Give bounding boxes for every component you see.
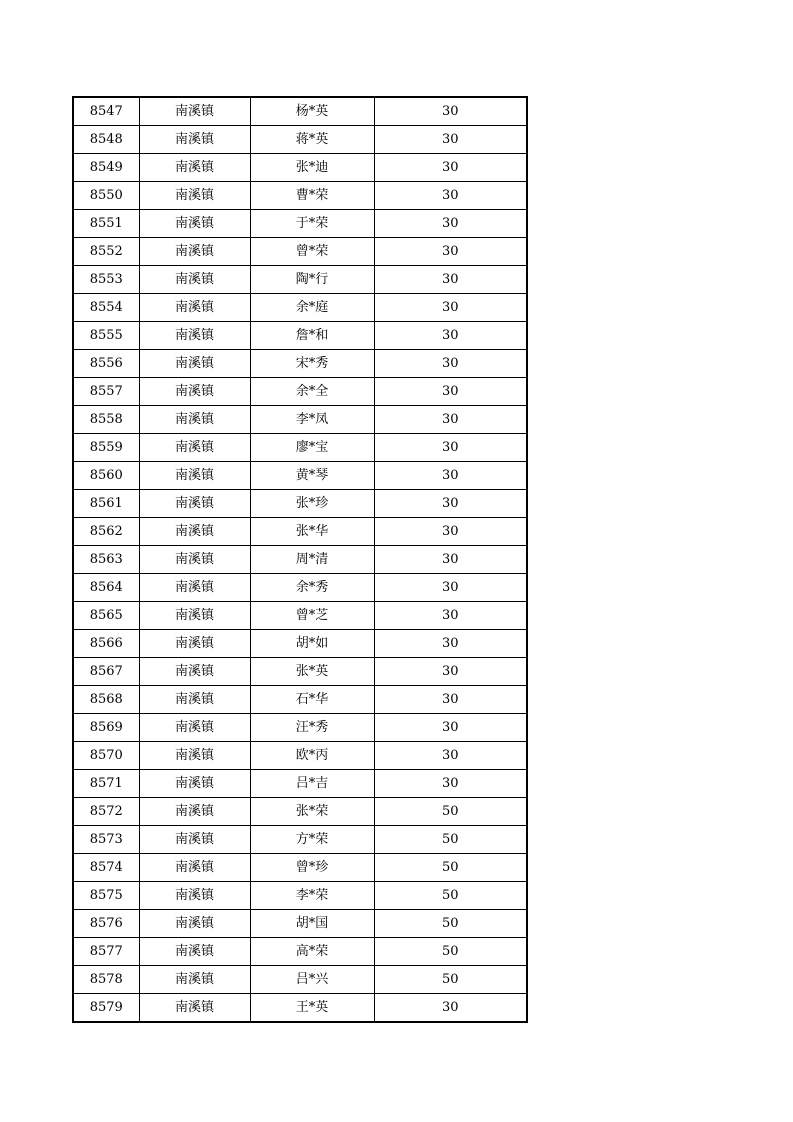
name-cell: 曾*荣 [250, 238, 374, 266]
name-cell: 石*华 [250, 686, 374, 714]
amount-cell: 30 [374, 686, 527, 714]
row-number-cell: 8552 [73, 238, 139, 266]
name-cell: 周*清 [250, 546, 374, 574]
row-number-cell: 8550 [73, 182, 139, 210]
table-row [73, 826, 527, 854]
amount-cell: 50 [374, 854, 527, 882]
table-row [73, 658, 527, 686]
table-row [73, 994, 527, 1023]
name-cell: 曹*荣 [250, 182, 374, 210]
row-number-cell: 8547 [73, 97, 139, 126]
table-row [73, 266, 527, 294]
row-number-cell: 8562 [73, 518, 139, 546]
town-cell: 南溪镇 [139, 546, 250, 574]
amount-cell: 30 [374, 350, 527, 378]
amount-cell: 30 [374, 97, 527, 126]
name-cell: 李*凤 [250, 406, 374, 434]
row-number-cell: 8568 [73, 686, 139, 714]
town-cell: 南溪镇 [139, 266, 250, 294]
amount-cell: 30 [374, 154, 527, 182]
town-cell: 南溪镇 [139, 714, 250, 742]
town-cell: 南溪镇 [139, 882, 250, 910]
town-cell: 南溪镇 [139, 350, 250, 378]
row-number-cell: 8554 [73, 294, 139, 322]
table-row [73, 602, 527, 630]
table-row [73, 97, 527, 126]
town-cell: 南溪镇 [139, 182, 250, 210]
name-cell: 余*秀 [250, 574, 374, 602]
name-cell: 李*荣 [250, 882, 374, 910]
amount-cell: 50 [374, 938, 527, 966]
town-cell: 南溪镇 [139, 238, 250, 266]
town-cell: 南溪镇 [139, 378, 250, 406]
name-cell: 胡*国 [250, 910, 374, 938]
name-cell: 廖*宝 [250, 434, 374, 462]
table-row [73, 882, 527, 910]
row-number-cell: 8553 [73, 266, 139, 294]
amount-cell: 30 [374, 994, 527, 1023]
row-number-cell: 8555 [73, 322, 139, 350]
amount-cell: 50 [374, 798, 527, 826]
town-cell: 南溪镇 [139, 126, 250, 154]
row-number-cell: 8574 [73, 854, 139, 882]
row-number-cell: 8564 [73, 574, 139, 602]
amount-cell: 30 [374, 658, 527, 686]
row-number-cell: 8559 [73, 434, 139, 462]
row-number-cell: 8556 [73, 350, 139, 378]
table-row [73, 742, 527, 770]
row-number-cell: 8573 [73, 826, 139, 854]
name-cell: 余*全 [250, 378, 374, 406]
town-cell: 南溪镇 [139, 938, 250, 966]
name-cell: 张*珍 [250, 490, 374, 518]
row-number-cell: 8558 [73, 406, 139, 434]
table-row [73, 462, 527, 490]
name-cell: 陶*行 [250, 266, 374, 294]
amount-cell: 30 [374, 378, 527, 406]
row-number-cell: 8561 [73, 490, 139, 518]
table-row [73, 546, 527, 574]
row-number-cell: 8575 [73, 882, 139, 910]
town-cell: 南溪镇 [139, 994, 250, 1023]
name-cell: 高*荣 [250, 938, 374, 966]
name-cell: 汪*秀 [250, 714, 374, 742]
row-number-cell: 8566 [73, 630, 139, 658]
table-row [73, 154, 527, 182]
town-cell: 南溪镇 [139, 798, 250, 826]
row-number-cell: 8570 [73, 742, 139, 770]
table-row [73, 938, 527, 966]
name-cell: 吕*兴 [250, 966, 374, 994]
table-row [73, 322, 527, 350]
amount-cell: 30 [374, 434, 527, 462]
amount-cell: 30 [374, 182, 527, 210]
table-row [73, 686, 527, 714]
row-number-cell: 8571 [73, 770, 139, 798]
amount-cell: 50 [374, 826, 527, 854]
town-cell: 南溪镇 [139, 602, 250, 630]
name-cell: 于*荣 [250, 210, 374, 238]
row-number-cell: 8563 [73, 546, 139, 574]
table-row [73, 574, 527, 602]
town-cell: 南溪镇 [139, 630, 250, 658]
row-number-cell: 8572 [73, 798, 139, 826]
town-cell: 南溪镇 [139, 518, 250, 546]
town-cell: 南溪镇 [139, 97, 250, 126]
table-row [73, 854, 527, 882]
town-cell: 南溪镇 [139, 742, 250, 770]
row-number-cell: 8579 [73, 994, 139, 1023]
amount-cell: 30 [374, 630, 527, 658]
name-cell: 宋*秀 [250, 350, 374, 378]
name-cell: 张*迪 [250, 154, 374, 182]
town-cell: 南溪镇 [139, 322, 250, 350]
row-number-cell: 8549 [73, 154, 139, 182]
town-cell: 南溪镇 [139, 434, 250, 462]
town-cell: 南溪镇 [139, 658, 250, 686]
name-cell: 曾*芝 [250, 602, 374, 630]
name-cell: 詹*和 [250, 322, 374, 350]
town-cell: 南溪镇 [139, 854, 250, 882]
town-cell: 南溪镇 [139, 966, 250, 994]
name-cell: 曾*珍 [250, 854, 374, 882]
name-cell: 黄*琴 [250, 462, 374, 490]
amount-cell: 30 [374, 714, 527, 742]
table-body [73, 97, 527, 1022]
amount-cell: 50 [374, 882, 527, 910]
table-row [73, 294, 527, 322]
amount-cell: 30 [374, 602, 527, 630]
table-row [73, 126, 527, 154]
amount-cell: 30 [374, 770, 527, 798]
town-cell: 南溪镇 [139, 462, 250, 490]
town-cell: 南溪镇 [139, 686, 250, 714]
table-row [73, 714, 527, 742]
table-row [73, 350, 527, 378]
roster-table [72, 96, 528, 1023]
table-row [73, 238, 527, 266]
town-cell: 南溪镇 [139, 910, 250, 938]
amount-cell: 30 [374, 518, 527, 546]
amount-cell: 30 [374, 210, 527, 238]
amount-cell: 30 [374, 742, 527, 770]
row-number-cell: 8567 [73, 658, 139, 686]
name-cell: 杨*英 [250, 97, 374, 126]
amount-cell: 30 [374, 322, 527, 350]
table-row [73, 770, 527, 798]
amount-cell: 30 [374, 266, 527, 294]
table-row [73, 182, 527, 210]
amount-cell: 30 [374, 406, 527, 434]
row-number-cell: 8557 [73, 378, 139, 406]
town-cell: 南溪镇 [139, 574, 250, 602]
table-row [73, 798, 527, 826]
table-row [73, 966, 527, 994]
town-cell: 南溪镇 [139, 826, 250, 854]
name-cell: 张*英 [250, 658, 374, 686]
amount-cell: 30 [374, 462, 527, 490]
row-number-cell: 8565 [73, 602, 139, 630]
table-row [73, 406, 527, 434]
table-row [73, 210, 527, 238]
table-row [73, 630, 527, 658]
amount-cell: 50 [374, 910, 527, 938]
table-row [73, 910, 527, 938]
town-cell: 南溪镇 [139, 294, 250, 322]
table-row [73, 434, 527, 462]
amount-cell: 30 [374, 546, 527, 574]
row-number-cell: 8560 [73, 462, 139, 490]
amount-cell: 50 [374, 966, 527, 994]
table-row [73, 518, 527, 546]
name-cell: 蒋*英 [250, 126, 374, 154]
amount-cell: 30 [374, 238, 527, 266]
name-cell: 方*荣 [250, 826, 374, 854]
amount-cell: 30 [374, 126, 527, 154]
town-cell: 南溪镇 [139, 770, 250, 798]
row-number-cell: 8577 [73, 938, 139, 966]
name-cell: 余*庭 [250, 294, 374, 322]
name-cell: 张*荣 [250, 798, 374, 826]
table-row [73, 490, 527, 518]
amount-cell: 30 [374, 294, 527, 322]
name-cell: 吕*吉 [250, 770, 374, 798]
name-cell: 张*华 [250, 518, 374, 546]
table-row [73, 378, 527, 406]
amount-cell: 30 [374, 490, 527, 518]
name-cell: 欧*丙 [250, 742, 374, 770]
row-number-cell: 8569 [73, 714, 139, 742]
name-cell: 胡*如 [250, 630, 374, 658]
row-number-cell: 8551 [73, 210, 139, 238]
town-cell: 南溪镇 [139, 154, 250, 182]
row-number-cell: 8548 [73, 126, 139, 154]
name-cell: 王*英 [250, 994, 374, 1023]
amount-cell: 30 [374, 574, 527, 602]
town-cell: 南溪镇 [139, 210, 250, 238]
town-cell: 南溪镇 [139, 406, 250, 434]
town-cell: 南溪镇 [139, 490, 250, 518]
row-number-cell: 8578 [73, 966, 139, 994]
row-number-cell: 8576 [73, 910, 139, 938]
